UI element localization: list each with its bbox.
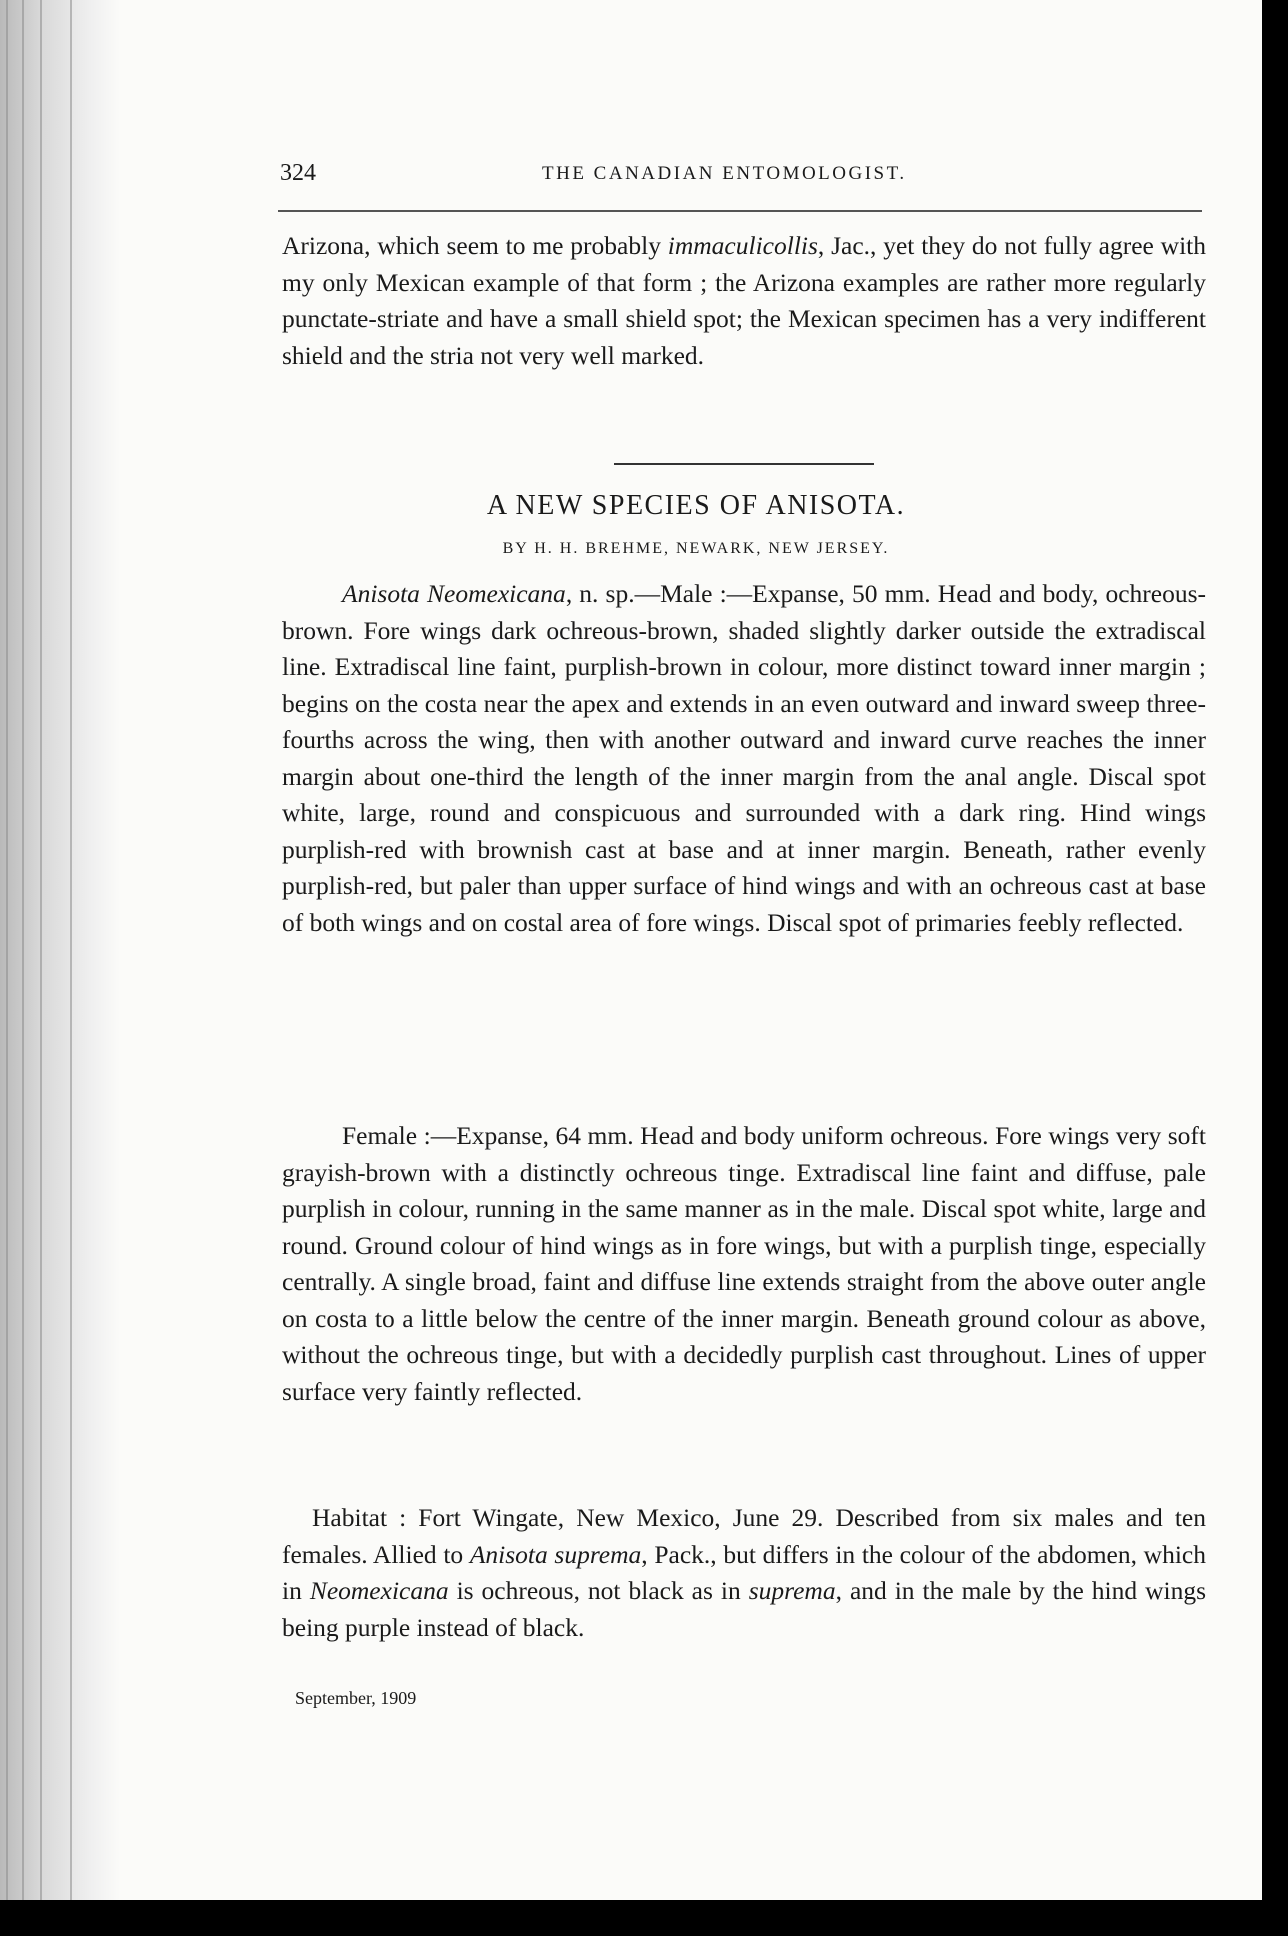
page-binding-shadow [0,0,120,1900]
page-number: 324 [280,160,316,186]
binding-line [70,0,72,1900]
paragraph-text: , and in the male by the hind wings being purple instead of black. [282,1576,1206,1642]
paragraph-text: Habitat : Fort Wingate, New Mexico, June 29. Described from six males and ten females. Allied to [282,1503,1206,1569]
running-header: THE CANADIAN ENTOMOLOGIST. [542,163,907,184]
header-rule [278,210,1202,212]
species-name: suprema [748,1576,836,1605]
issue-date: September, 1909 [295,1688,417,1708]
binding-line [22,0,24,1900]
paragraph-text: , n. sp.—Male :—Expanse, 50 mm. Head and body, ochreous-brown. Fore wings dark ochreous-brown, shaded slightly darker outside the extradiscal line. Extradiscal line faint, purplish-brown in colour, more distinct toward inner margin ; begins on the costa near the apex and extends in an even outward and inward sweep three-fourths across the wing, then with another outward and inward curve reaches the inner margin about one-third the length of the inner margin from the anal angle. Discal spot white, large, round and conspicuous and surrounded with a dark ring. Hind wings purplish-red with brownish cast at base and at inner margin. Beneath, rather evenly purplish-red, but paler than upper surface of hind wings and with an ochreous cast at base of both wings and on costal area of fore wings. Discal spot of primaries feebly reflected. [282,579,1206,937]
species-name: immaculicollis [667,231,818,260]
continued-paragraph [282,228,1206,374]
female-description [282,1118,1206,1410]
article-title: A NEW SPECIES OF ANISOTA. [486,490,906,521]
species-name: Anisota suprema [469,1539,642,1569]
paragraph-text: Arizona, which seem to me probably [282,231,668,260]
binding-line [6,0,8,1900]
male-description [282,576,1206,941]
species-name: Neomexicana [309,1576,449,1605]
paragraph-text: , Pack., but differs in the colour of the abdomen, which in [282,1539,1206,1605]
species-name: Anisota Neomexicana [342,579,566,608]
paragraph-text: is ochreous, not black as in [448,1576,749,1605]
binding-line [40,0,42,1900]
paragraph-text: , Jac., yet they do not fully agree with my only Mexican example of that form ; the Arizona examples are rather more regularly punctate-striate and have a small shield spot; the Mexican specimen has a very indifferent shield and the stria not very well marked. [282,231,1206,370]
habitat-paragraph [282,1500,1206,1646]
article-byline: BY H. H. BREHME, NEWARK, NEW JERSEY. [502,540,890,557]
section-separator [614,463,874,465]
paragraph-text: Female :—Expanse, 64 mm. Head and body uniform ochreous. Fore wings very soft grayish-brown with a distinctly ochreous tinge. Extradiscal line faint and diffuse, pale purplish in colour, running in the same manner as in the male. Discal spot white, large and round. Ground colour of hind wings as in fore wings, but with a purplish tinge, especially centrally. A single broad, faint and diffuse line extends straight from the above outer angle on costa to a little below the centre of the inner margin. Beneath ground colour as above, without the ochreous tinge, but with a decidedly purplish cast throughout. Lines of upper surface very faintly reflected. [282,1121,1206,1406]
